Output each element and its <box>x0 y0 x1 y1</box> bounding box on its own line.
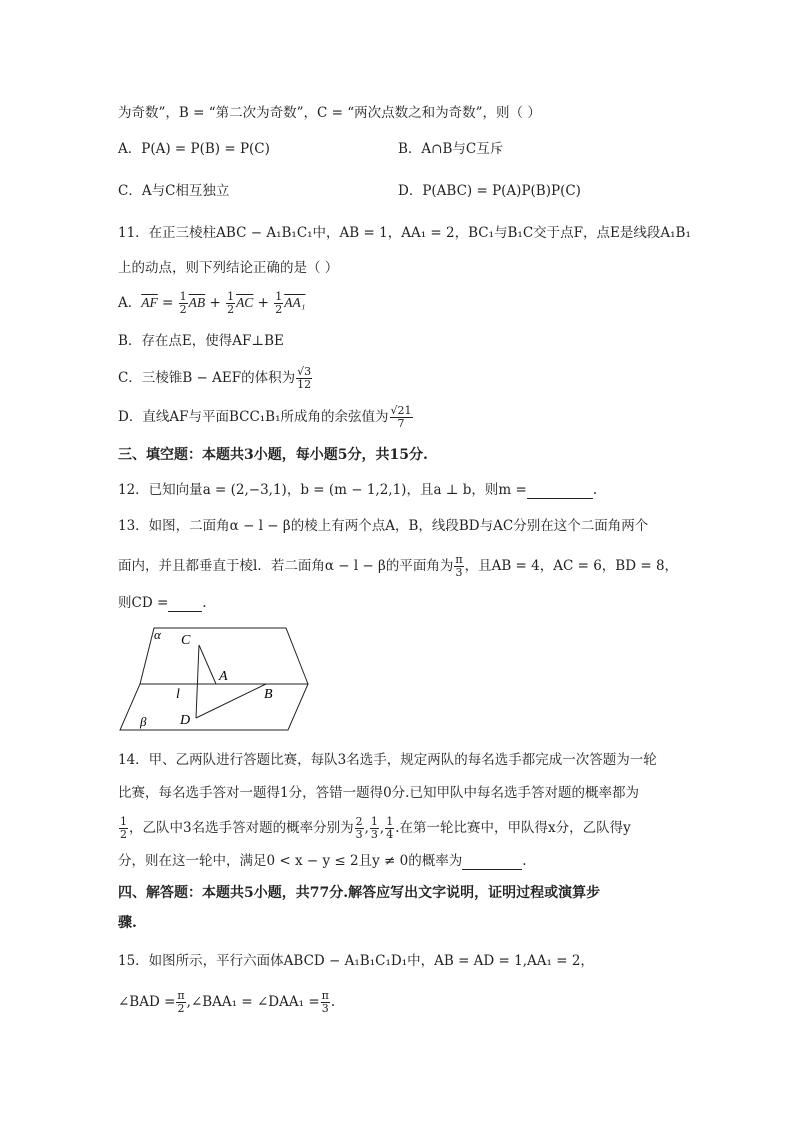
q15-stem-line1: 15．如图所示，平行六面体ABCD − A₁B₁C₁D₁中，AB = AD = 1,AA₁ = 2， <box>118 953 594 969</box>
line-ac <box>199 645 216 684</box>
q11-stem-line2: 上的动点，则下列结论正确的是（ ） <box>118 260 339 276</box>
vector-af: $\overline{AF}$ <box>141 295 158 310</box>
label-d: D <box>180 713 191 728</box>
q10-option-c: C．A与C相互独立 <box>118 183 230 199</box>
label-c: C <box>181 633 191 648</box>
q10-option-a: A．P(A) = P(B) = P(C) <box>118 141 270 157</box>
q11-stem-line1: 11．在正三棱柱ABC − A₁B₁C₁中，AB = 1，AA₁ = 2，BC₁与B₁C交于点F，点E是线段A₁B₁ <box>118 225 691 241</box>
q14-stem-line1: 14．甲、乙两队进行答题比赛，每队3名选手，规定两队的每名选手都完成一次答题为一轮 <box>118 752 657 768</box>
q15-stem-line2: ∠BAD = $\frac{\pi}{2}$ ,∠BAA₁ = ∠DAA₁ = $\frac{\pi}{3}$ . <box>118 989 336 1015</box>
q11-option-c: C．三棱锥B − AEF的体积为 $\frac{√3}{12}$ <box>118 365 312 391</box>
q13-stem-line1: 13．如图，二面角α − l − β的棱上有两个点A，B，线段BD与AC分别在这个二面角两个 <box>118 518 649 534</box>
q11-option-a: A．$\overline{AF}$ = $\frac{1}{2}$ $\overline{AB}$ + $\frac{1}{2}$ $\overline{AC}$ + $\frac{1}{2}$ AA₁ <box>118 290 306 316</box>
line-cd <box>196 645 199 718</box>
q11-option-d: D．直线AF与平面BCC₁B₁所成角的余弦值为 $\frac{√21}{7}$ <box>118 404 412 430</box>
section-4-heading-line2: 骤. <box>118 915 137 931</box>
q14-answer-blank[interactable] <box>462 855 522 870</box>
label-b: B <box>264 687 273 702</box>
section-3-heading: 三、填空题：本题共3小题，每小题5分，共15分. <box>118 447 428 463</box>
plane-beta <box>120 684 308 730</box>
label-l: l <box>176 687 180 702</box>
section-4-heading-line1: 四、解答题：本题共5小题，共77分.解答应写出文字说明，证明过程或演算步 <box>118 885 601 901</box>
q13-stem-line2: 面内，并且都垂直于棱l．若二面角α − l − β的平面角为 $\frac{\pi}{3}$ ，且AB = 4，AC = 6，BD = 8， <box>118 553 679 579</box>
q10-option-d: D．P(ABC) = P(A)P(B)P(C) <box>398 183 581 199</box>
label-a: A <box>219 669 228 684</box>
q14-stem-line3: $\frac{1}{2}$ ，乙队中3名选手答对题的概率分别为 $\frac{2}{3}$ , $\frac{1}{3}$ , $\frac{1}{4}$ .在第一轮比赛中，甲队得x分，乙队得y <box>120 815 631 841</box>
q10-stem-continuation: 为奇数”，B = “第二次为奇数”，C = “两次点数之和为奇数”，则（ ） <box>118 105 541 121</box>
q12-stem: 12．已知向量a = (2,−3,1)，b = (m − 1,2,1)，且a ⊥ b，则m = . <box>118 482 598 498</box>
q10-option-b: B．A∩B与C互斥 <box>398 141 504 157</box>
q14-stem-line2: 比赛，每名选手答对一题得1分，答错一题得0分.已知甲队中每名选手答对题的概率都为 <box>118 785 639 801</box>
line-bd <box>196 684 266 718</box>
q11-option-b: B．存在点E，使得AF⊥BE <box>118 333 284 349</box>
label-beta: β <box>140 714 147 729</box>
q14-stem-line4: 分，则在这一轮中，满足0 < x − y ≤ 2且y ≠ 0的概率为 . <box>118 853 527 869</box>
q12-answer-blank[interactable] <box>527 484 593 499</box>
label-alpha: α <box>154 627 161 642</box>
q13-answer-blank[interactable] <box>168 597 202 612</box>
q13-stem-line3: 则CD = . <box>118 595 207 611</box>
dihedral-angle-figure <box>118 622 318 732</box>
